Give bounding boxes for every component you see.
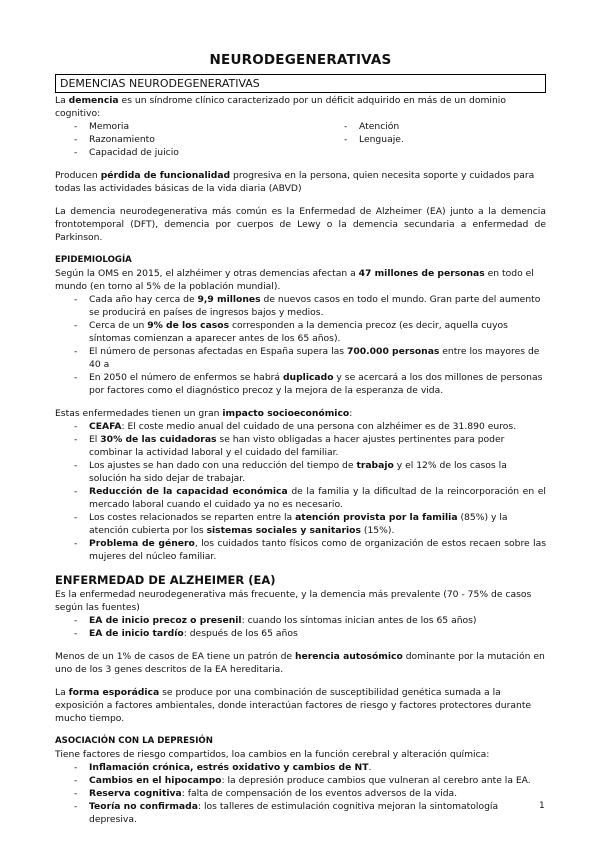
section-heading-demencias: DEMENCIAS NEURODEGENERATIVAS — [55, 74, 546, 93]
esporadica-paragraph: La forma esporádica se produce por una combinación de susceptibilidad genética sumada a la exposición a factores ambientales, donde interactúan factores de riesgo y factores protectores durante mucho tiempo. — [55, 687, 532, 724]
list-item: - Los costes relacionados se reparten entre la atención provista por la familia (85%) y la atención cubierta por los sistemas sociales y sanitarios (15%). — [55, 511, 546, 537]
list-item: - CEAFA: El coste medio anual del cuidado de una persona con alzhéimer es de 31.890 euros. — [55, 420, 546, 433]
list-item: - EA de inicio precoz o presenil: cuando los síntomas inician antes de los 65 años) — [55, 614, 546, 627]
list-item: - Cambios en el hipocampo: la depresión produce cambios que vulneran al cerebro ante la EA. — [55, 774, 546, 787]
domain-item: - Lenguaje. — [325, 133, 525, 146]
funcionalidad-paragraph: Producen pérdida de funcionalidad progresiva en la persona, quien necesita soporte y cuidados para todas las actividades básicas de la vida diaria (ABVD) — [55, 170, 535, 194]
list-item: - El 30% de las cuidadoras se han visto obligadas a hacer ajustes pertinentes para poder combinar la actividad laboral y el cuidado del familiar. — [55, 433, 546, 459]
list-item: - El número de personas afectadas en España supera las 700.000 personas entre los mayores de 40 a — [55, 345, 546, 371]
impacto-intro: Estas enfermedades tienen un gran impacto socioeconómico: — [55, 408, 353, 419]
domain-item: - Razonamiento — [55, 133, 325, 146]
list-item: - En 2050 el número de enfermos se habrá duplicado y se acercará a los dos millones de personas por factores como el diagnóstico precoz y la mejora de la esperanza de vida. — [55, 371, 546, 397]
domain-item: - Memoria — [55, 120, 325, 133]
list-item: - Cerca de un 9% de los casos corresponden a la demencia precoz (es decir, aquella cuyos síntomas comienzan a aparecer antes de los 65 años). — [55, 319, 546, 345]
alzheimer-intro: Es la enfermedad neurodegenerativa más frecuente, y la demencia más prevalente (70 - 75% de casos según las fuentes) — [55, 589, 532, 613]
epidemiologia-list — [55, 293, 546, 397]
list-item: - EA de inicio tardío: después de los 65 años — [55, 627, 546, 640]
impacto-list — [55, 420, 546, 563]
alzheimer-heading: ENFERMEDAD DE ALZHEIMER (EA) — [55, 573, 276, 587]
alzheimer-types — [55, 614, 546, 640]
list-item: - Problema de género, los cuidados tanto físicos como de organización de estos recaen sobre las mujeres del núcleo familiar. — [55, 537, 546, 563]
demencia-definition: La demencia es un síndrome clínico caracterizado por un déficit adquirido en más de un dominio cognitivo: — [55, 95, 506, 119]
document-page — [55, 52, 546, 826]
list-item: - Reserva cognitiva: falta de compensación de los eventos adversos de la vida. — [55, 787, 546, 800]
herencia-paragraph: Menos de un 1% de casos de EA tiene un patrón de herencia autosómico dominante por la mutación en uno de los 3 genes descritos de la EA hereditaria. — [55, 651, 545, 675]
domain-item: - Capacidad de juicio — [55, 146, 325, 159]
list-item: - Teoría no confirmada: los talleres de estimulación cognitiva mejoran la sintomatología depresiva. — [55, 800, 546, 826]
page-title: NEURODEGENERATIVAS — [209, 52, 392, 68]
list-item: - Los ajustes se han dado con una reducción del tiempo de trabajo y el 12% de los casos la solución ha sido dejar de trabajar. — [55, 459, 546, 485]
tipos-demencia-paragraph: La demencia neurodegenerativa más común es la Enfermedad de Alzheimer (EA) junto a la demencia frontotemporal (DFT), demencia por cuerpos de Lewy o la demencia secundaria a enfermedad de Parkinson. — [55, 206, 546, 243]
list-item: - Cada año hay cerca de 9,9 millones de nuevos casos en todo el mundo. Gran parte del aumento se producirá en países de ingresos bajos y medios. — [55, 293, 546, 319]
depresion-list — [55, 761, 546, 826]
list-item: - Reducción de la capacidad económica de la familia y la dificultad de la reincorporación en el mercado laboral cuando el cuidado ya no es necesario. — [55, 485, 546, 511]
list-item: - Inflamación crónica, estrés oxidativo y cambios de NT. — [55, 761, 546, 774]
epidemiologia-intro: Según la OMS en 2015, el alzhéimer y otras demencias afectan a 47 millones de personas en todo el mundo (en torno al 5% de la población mundial). — [55, 268, 534, 292]
cognitive-domains — [55, 120, 546, 159]
domain-item: - Atención — [325, 120, 525, 133]
page-number: 1 — [539, 801, 545, 811]
depresion-heading: ASOCIACIÓN CON LA DEPRESIÓN — [55, 736, 213, 746]
epidemiologia-heading: EPIDEMIOLOGÍA — [55, 255, 132, 265]
depresion-intro: Tiene factores de riesgo compartidos, loa cambios en la función cerebral y alteración química: — [55, 749, 490, 760]
